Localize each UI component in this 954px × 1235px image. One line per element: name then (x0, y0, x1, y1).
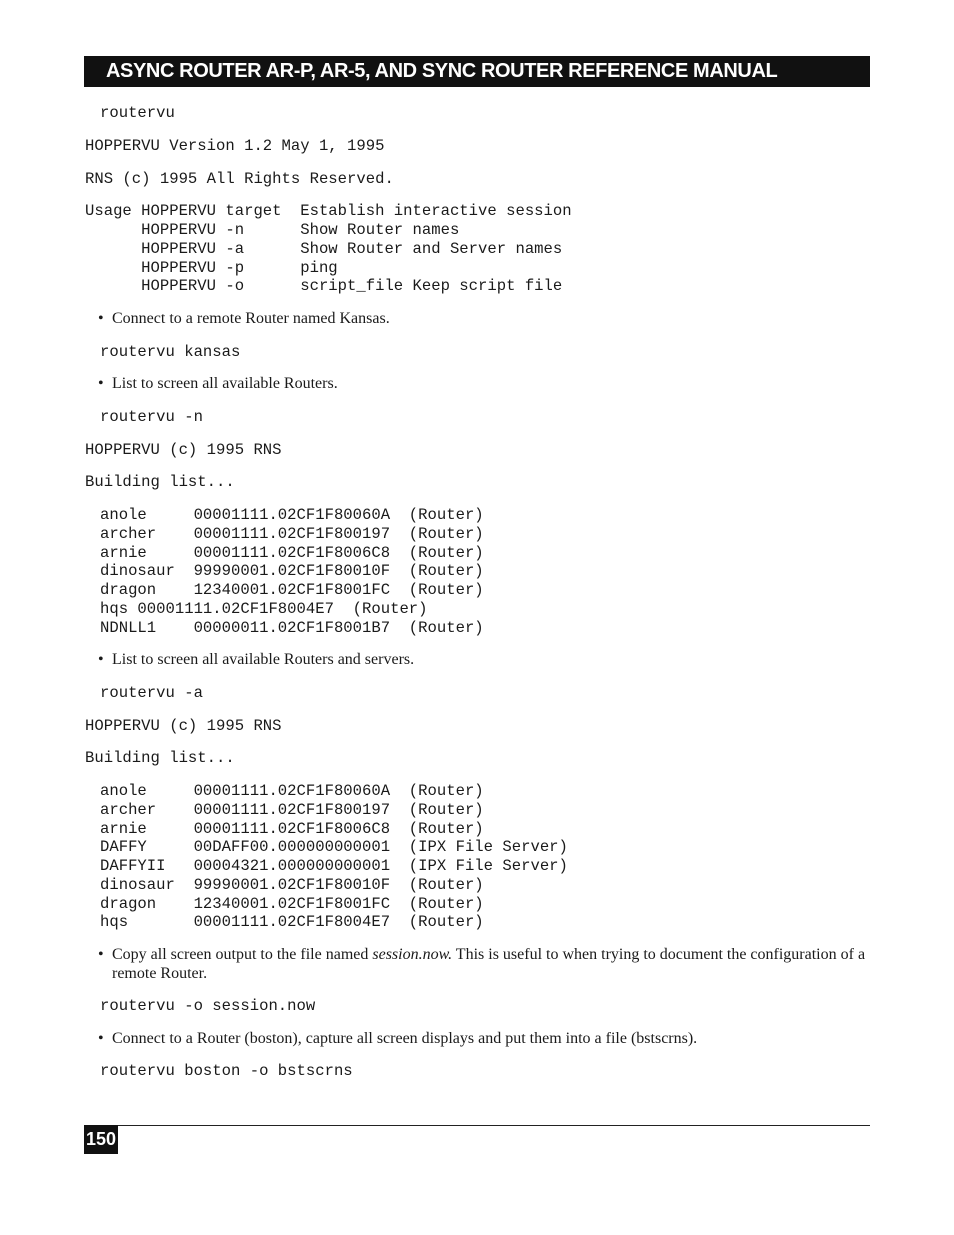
bullet-text: List to screen all available Routers. (112, 375, 338, 393)
bullet-dot: • (98, 375, 104, 393)
page-header-title: ASYNC ROUTER AR-P, AR-5, AND SYNC ROUTER REFERENCE MANUAL (106, 60, 778, 82)
code-routervu-kansas: routervu kansas (100, 342, 241, 361)
bullet-text: Connect to a remote Router named Kansas. (112, 310, 390, 327)
bullet-dot: • (98, 651, 104, 669)
code-router-list-1: anole 00001111.02CF1F80060A (Router) archer 00001111.02CF1F800197 (Router) arnie 00001111.02CF1F8006C8 (Router) dinosaur 99990001.02CF1F80010F (Router) dragon 12340001.02CF1F8001FC (Router) hqs 00001111.02CF1F8004E7 (Router) NDNLL1 00000011.02CF1F8001B7 (Router) (100, 506, 484, 637)
footer-rule (84, 1125, 870, 1126)
bullet-connect-kansas (85, 310, 870, 329)
bullet-text-filename: session.now. (372, 946, 453, 963)
code-usage: Usage HOPPERVU target Establish interactive session HOPPERVU -n Show Router names HOPPERVU -a Show Router and Server names HOPPERVU -p ping HOPPERVU -o script_file Keep script file (85, 202, 572, 296)
code-routervu-a: routervu -a (100, 683, 203, 702)
code-routervu: routervu (100, 104, 175, 122)
bullet-dot: • (98, 1029, 104, 1047)
bullet-text: Connect to a Router (boston), capture all screen displays and put them into a file (bstscrns). (112, 1029, 698, 1047)
bullet-text-post: This is useful to when trying to document the configuration of a remote Router. (112, 946, 866, 982)
page-header (84, 56, 870, 87)
bullet-copy-output (85, 946, 870, 983)
code-routervu-boston: routervu boston -o bstscrns (100, 1062, 353, 1081)
code-router-list-2: anole 00001111.02CF1F80060A (Router) archer 00001111.02CF1F800197 (Router) arnie 00001111.02CF1F8006C8 (Router) DAFFY 00DAFF00.000000000001 (IPX File Server) DAFFYII 00004321.000000000001 (IPX File Server) dinosaur 99990001.02CF1F80010F (Router) dragon 12340001.02CF1F8001FC (Router) hqs 00001111.02CF1F8004E7 (Router) (100, 782, 568, 932)
code-hoppervu-rns-1: HOPPERVU (c) 1995 RNS (85, 440, 282, 459)
bullet-list-routers (85, 375, 870, 394)
code-hoppervu-rns-2: HOPPERVU (c) 1995 RNS (85, 716, 282, 735)
bullet-dot: • (98, 946, 104, 963)
bullet-dot: • (98, 310, 104, 327)
code-version: HOPPERVU Version 1.2 May 1, 1995 (85, 136, 385, 155)
bullet-text: List to screen all available Routers and servers. (112, 651, 415, 669)
code-copyright: RNS (c) 1995 All Rights Reserved. (85, 169, 394, 188)
code-building-list-1: Building list... (85, 473, 235, 492)
code-routervu-n: routervu -n (100, 407, 203, 426)
page-content (85, 104, 870, 1081)
bullet-connect-boston (85, 1030, 870, 1049)
bullet-list-routers-servers (85, 651, 870, 670)
bullet-text-pre: Copy all screen output to the file named (112, 946, 373, 963)
page-number: 150 (84, 1125, 118, 1154)
code-routervu-o: routervu -o session.now (100, 997, 316, 1015)
code-building-list-2: Building list... (85, 749, 235, 768)
